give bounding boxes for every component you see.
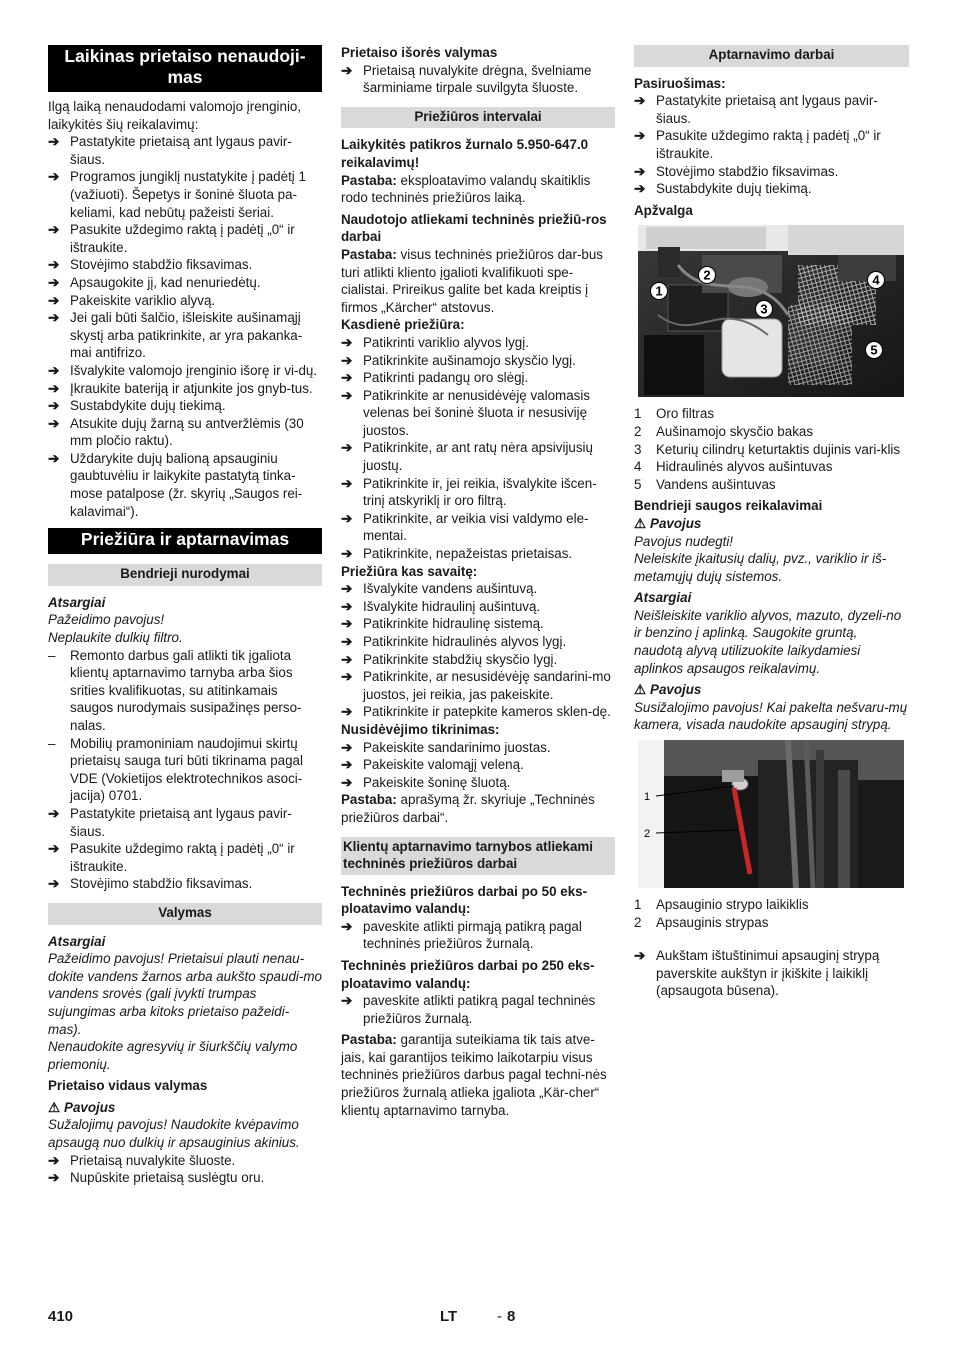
caution-text: Pažeidimo pavojus! Prietaisui plauti nenau-dokite vandens žarnos arba aukšto spaudi-mo vandens srovės (gali įvykti trumpas sujungimas arba kitoks prietaiso pažeidi-mas). [48,951,322,1037]
heading-service: Klientų aptarnavimo tarnybos atliekami techninės priežiūros darbai [341,837,615,875]
list-item-text: Patikrinkite, nepažeistas prietaisas. [363,546,573,562]
list-item [48,274,322,292]
arrow-icon: ➔ [341,704,353,720]
list-item-text: Pastatykite prietaisą ant lygaus pavir-šiaus. [70,134,292,167]
arrow-icon: ➔ [634,181,646,197]
list-item-text: Patikrinkite, ar veikia visi valdymo ele-mentai. [363,510,589,544]
heading-service-work: Aptarnavimo darbai [634,45,909,67]
subheading-50h: Techninės priežiūros darbai po 50 eks-ploatavimo valandų: [341,883,588,917]
list-item-text: Prietaisą nuvalykite šluoste. [70,1152,236,1168]
list-item-text: Patikrinkite stabdžių skysčio lygį. [363,651,558,667]
callout-label: 4 [872,272,880,288]
rod-steps [634,947,909,1000]
general-steps [48,805,322,893]
list-item [341,739,615,757]
subheading-daily: Kasdienė priežiūra: [341,317,465,333]
list-item-text: Pakeiskite valomąjį veleną. [363,757,524,773]
list-item [634,92,909,127]
list-item [634,163,909,181]
arrow-icon: ➔ [48,841,60,857]
list-item [341,475,615,510]
storage-steps [48,133,322,520]
list-item-text: Prietaisą nuvalykite drėgna, švelniame šarminiame tirpale suvilgyta šluoste. [363,62,592,96]
list-item-text: Apsaugokite jį, kad nenuriedėtų. [70,274,261,290]
subheading-safety: Bendrieji saugos reikalavimai [634,498,823,514]
arrow-icon: ➔ [48,222,60,238]
weekly-steps [341,580,615,721]
legend-number: 2 [634,914,642,930]
list-item [341,633,615,651]
list-item-text: paveskite atlikti patikrą pagal techninės priežiūros žurnalą. [363,993,596,1026]
arrow-icon: ➔ [341,739,353,755]
arrow-icon: ➔ [48,134,60,150]
caution-label: Atsargiai [634,590,692,606]
prep-steps [634,92,909,198]
arrow-icon: ➔ [341,546,353,562]
callout-label: 5 [870,342,878,358]
arrow-icon: ➔ [341,440,353,456]
rod-legend [634,896,909,931]
note: Pastaba: eksploatavimo valandų skaitiklis rodo techninės priežiūros laiką. [341,172,591,206]
arrow-icon: ➔ [48,362,60,378]
arrow-icon: ➔ [48,380,60,396]
arrow-icon: ➔ [48,1170,60,1186]
subheading-weekly: Priežiūra kas savaitę: [341,563,478,579]
arrow-icon: ➔ [48,1152,60,1168]
note: Pastaba: visus techninės priežiūros dar-bus turi atlikti kliento įgalioti kvalifikuoti spe-cialistai. Prireikus galite bet kada kreiptis į firmos „Kärcher“ atstovus. [341,246,603,315]
legend-item [634,458,909,476]
danger-text: Sužalojimų pavojus! Naudokite kvėpavimo apsaugą nuo dulkių ir apsauginius akinius. [48,1117,300,1151]
list-item-text: Patikrinkite ir, jei reikia, išvalykite išcen-trinį atskyriklį ir oro filtrą. [363,475,597,509]
legend-text: Aušinamojo skysčio bakas [656,423,814,439]
arrow-icon: ➔ [634,93,646,109]
list-item-text: Pakeiskite šoninę šluotą. [363,774,511,790]
list-item [341,369,615,387]
legend-item [634,405,909,423]
danger-text: Pavojus nudegti! [634,533,734,549]
list-item [341,703,615,721]
danger-label: ⚠ Pavojus [634,682,702,698]
list-item-text: Pastatykite prietaisą ant lygaus pavir-šiaus. [656,93,878,126]
arrow-icon: ➔ [48,415,60,431]
wear-steps [341,739,615,792]
list-item-text: Pasukite uždegimo raktą į padėtį „0“ ir ištraukite. [70,841,295,874]
list-item [48,1152,322,1170]
language-code: LT [440,1308,458,1325]
legend-text: Hidraulinės alyvos aušintuvas [656,459,833,475]
arrow-icon: ➔ [341,334,353,350]
list-item-text: Pasukite uždegimo raktą į padėtį „0“ ir ištraukite. [656,128,881,161]
inside-steps [48,1152,322,1187]
steps-50h [341,918,615,953]
arrow-icon: ➔ [341,62,353,78]
arrow-icon: ➔ [341,352,353,368]
list-item [48,450,322,520]
list-item-text: Stovėjimo stabdžio fiksavimas. [70,876,253,892]
list-item [48,133,322,168]
legend-text: Apsauginis strypas [656,914,769,930]
list-item [341,545,615,563]
list-item [48,840,322,875]
caution-label: Atsargiai [48,594,106,610]
list-item-text: Patikrinkite aušinamojo skysčio lygį. [363,352,576,368]
list-item [341,668,615,703]
arrow-icon: ➔ [48,398,60,414]
caution-text: Neišleiskite variklio alyvos, mazuto, dyzeli-no ir benzino į aplinką. Saugokite gruntą, naudotą alyvą utilizuokite laikydamiesi aplinkos apsaugos reikalavimų. [634,607,902,676]
arrow-icon: ➔ [341,370,353,386]
engine-photo [638,225,904,397]
list-item-text: Išvalykite vandens aušintuvą. [363,581,538,597]
list-item [341,387,615,440]
arrow-icon: ➔ [48,257,60,273]
danger-text: Susižalojimo pavojus! Kai pakelta nešvaru-mų kamera, visada naudokite apsauginį strypą. [634,699,908,733]
callout-label: 1 [655,283,663,299]
list-item-text: Patikrinkite hidraulinę sistemą. [363,616,544,632]
subheading-wear: Nusidėvėjimo tikrinimas: [341,721,500,737]
legend-number: 1 [634,897,642,913]
legend-item [634,423,909,441]
heading-intervals: Priežiūros intervalai [341,107,615,129]
list-item [48,1169,322,1187]
page-number: 410 [48,1308,74,1325]
list-item [48,309,322,362]
heading-general: Bendrieji nurodymai [48,564,322,586]
dash-marker: – [48,735,56,751]
legend-text: Apsauginio strypo laikiklis [656,897,809,913]
arrow-icon: ➔ [341,598,353,614]
callout-label: 2 [644,828,651,841]
list-item-text: Patikrinkite ar nenusidėvėję valomasis velenas bei šoninė šluota ir nesusiviję juostos. [363,387,591,438]
list-item [341,62,615,97]
list-item [48,292,322,310]
danger-label: ⚠ Pavojus [634,515,702,531]
arrow-icon: ➔ [634,128,646,144]
list-item-text: Remonto darbus gali atlikti tik įgaliota klientų aptarnavimo tarnyba arba šios srities kvalifikuotas, su atitinkamais saugos nurodymais susipažinęs perso-nalas. [70,647,302,733]
subheading-overview: Apžvalga [634,202,693,218]
general-dash-list [48,647,322,805]
engine-photo-illustration [638,225,904,397]
safety-rod-illustration [638,740,904,888]
subpage-number: 8 [507,1308,516,1325]
note: Pastaba: garantija suteikiama tik tais atve-jais, kai garantijos teikimo laikotarpiu visus techninės priežiūros darbus pagal techni-nės priežiūros žurnalą atlieka įgaliota „Kär-cher“ klientų aptarnavimo tarnyba. [341,1032,607,1118]
arrow-icon: ➔ [341,510,353,526]
list-item [48,735,322,805]
subheading-inside-cleaning: Prietaiso vidaus valymas [48,1078,208,1094]
arrow-icon: ➔ [48,450,60,466]
list-item [48,805,322,840]
heading-maintenance: Priežiūra ir aptarnavimas [48,528,322,554]
arrow-icon: ➔ [341,634,353,649]
arrow-icon: ➔ [634,948,646,964]
legend-number: 4 [634,459,642,475]
list-item [341,510,615,545]
list-item-text: Uždarykite dujų balioną apsauginiu gaubtuvėliu ir laikykite pastatytą tinka-mose patalpose (žr. skyrių „Saugos rei-kalavimai“). [70,450,303,519]
legend-text: Keturių cilindrų keturtaktis dujinis vari-klis [656,441,901,457]
list-item-text: Išvalykite hidraulinį aušintuvą. [363,598,541,614]
arrow-icon: ➔ [341,475,353,491]
danger-text: Neleiskite įkaitusių dalių, pvz., variklio ir iš-metamųjų dujų sistemos. [634,551,887,584]
list-item-text: Pastatykite prietaisą ant lygaus pavir-šiaus. [70,805,292,839]
list-item-text: Pakeiskite variklio alyvą. [70,292,216,308]
arrow-icon: ➔ [341,651,353,667]
overview-legend [634,405,909,493]
outside-steps [341,62,615,97]
list-item-text: Patikrinti variklio alyvos lygį. [363,334,529,350]
legend-item [634,441,909,459]
list-item [48,397,322,415]
storage-intro: Ilgą laiką nenaudodami valomojo įrenginio, laikykitės šių reikalavimų: [48,99,302,132]
column-1 [48,45,322,1187]
danger-label: ⚠ Pavojus [48,1099,116,1115]
arrow-icon: ➔ [634,163,646,179]
list-item-text: Įkraukite bateriją ir atjunkite jos gnyb-tus. [70,380,313,396]
column-3 [634,45,909,1000]
safety-rod-photo [638,740,904,888]
list-item-text: Atsukite dujų žarną su antveržlėmis (30 mm pločio raktu). [70,415,304,449]
list-item-text: Stovėjimo stabdžio fiksavimas. [656,163,839,179]
heading-storage: Laikinas prietaiso nenaudoji-mas [48,45,322,92]
list-item-text: Patikrinkite, ar ant ratų nėra apsivijusių juostų. [363,440,593,474]
list-item [48,875,322,893]
page-separator: - [497,1308,502,1325]
legend-number: 1 [634,406,642,422]
subheading-outside-cleaning: Prietaiso išorės valymas [341,45,498,60]
list-item-text: Patikrinkite hidraulinės alyvos lygį. [363,634,567,649]
legend-item [634,896,909,914]
steps-250h [341,992,615,1027]
legend-number: 5 [634,476,642,492]
list-item-text: Pakeiskite sandarinimo juostas. [363,739,551,755]
note: Pastaba: aprašymą žr. skyriuje „Techninės priežiūros darbai“. [341,792,595,825]
callout-label: 1 [644,791,651,804]
list-item [341,651,615,669]
list-item-text: Nupūskite prietaisą suslėgtu oru. [70,1170,265,1186]
list-item-text: Patikrinkite ir patepkite kameros sklen-dę. [363,704,611,720]
list-item [48,415,322,450]
caution-text: Nenaudokite agresyvių ir šiurkščių valymo priemonių. [48,1039,298,1072]
list-item [341,598,615,616]
legend-number: 2 [634,423,642,439]
list-item-text: Patikrinti padangų oro slėgį. [363,370,529,386]
arrow-icon: ➔ [341,669,353,685]
heading-cleaning: Valymas [48,903,322,925]
subheading-250h: Techninės priežiūros darbai po 250 eks-ploatavimo valandų: [341,957,595,991]
list-item [341,615,615,633]
arrow-icon: ➔ [341,581,353,597]
column-2 [341,44,615,1119]
log-title: Laikykitės patikros žurnalo 5.950-647.0 reikalavimų! [341,137,589,170]
arrow-icon: ➔ [48,292,60,308]
list-item-text: Aukštam ištuštinimui apsauginį strypą paverskite aukštyn ir įkiškite į laikiklį (apsaugota būsena). [656,948,880,999]
list-item [48,168,322,221]
list-item-text: Sustabdykite dujų tiekimą. [656,181,812,197]
list-item [48,256,322,274]
list-item [341,756,615,774]
arrow-icon: ➔ [48,169,60,185]
list-item-text: Jei gali būti šalčio, išleiskite aušinamąjį skystį arba patikrinkite, ar yra pakanka-mai antifrizo. [70,310,303,361]
callout-label: 3 [760,301,768,317]
list-item-text: Stovėjimo stabdžio fiksavimas. [70,257,253,273]
list-item-text: Pasukite uždegimo raktą į padėtį „0“ ir ištraukite. [70,222,295,255]
list-item [341,774,615,792]
arrow-icon: ➔ [341,616,353,632]
warning-icon: ⚠ [48,1099,61,1115]
arrow-icon: ➔ [48,876,60,892]
list-item [48,380,322,398]
arrow-icon: ➔ [48,310,60,326]
list-item [48,647,322,735]
list-item [341,580,615,598]
list-item [341,334,615,352]
dash-marker: – [48,647,56,663]
list-item [634,180,909,198]
list-item [341,918,615,953]
list-item-text: Išvalykite valomojo įrenginio išorę ir vi-dų. [70,362,318,378]
caution-text: Pažeidimo pavojus! [48,612,165,628]
arrow-icon: ➔ [341,387,353,403]
caution-label: Atsargiai [48,933,106,949]
legend-item [634,476,909,494]
legend-text: Oro filtras [656,406,715,422]
callout-label: 2 [703,267,711,283]
legend-text: Vandens aušintuvas [656,476,776,492]
arrow-icon: ➔ [341,918,353,934]
arrow-icon: ➔ [341,993,353,1009]
list-item-text: Programos jungiklį nustatykite į padėtį 1 (važiuoti). Šepetys ir šoninė šluota pa-keliami, kad nebūtų pažeisti šeriai. [70,169,306,220]
legend-item [634,914,909,932]
subheading-user-maintenance: Naudotojo atliekami techninės priežiū-ros darbai [341,211,607,245]
list-item [48,362,322,380]
arrow-icon: ➔ [341,774,353,790]
arrow-icon: ➔ [48,805,60,821]
caution-text: Neplaukite dulkių filtro. [48,630,183,646]
list-item-text: Sustabdykite dujų tiekimą. [70,398,226,414]
daily-steps [341,334,615,563]
list-item [634,947,909,1000]
legend-number: 3 [634,441,642,457]
list-item [634,127,909,162]
list-item [341,992,615,1027]
warning-icon: ⚠ [634,682,647,698]
list-item [341,352,615,370]
list-item-text: Patikrinkite, ar nesusidėvėję sandarini-mo juostos, jei reikia, jas pakeiskite. [363,669,611,702]
subheading-preparation: Pasiruošimas: [634,75,726,91]
arrow-icon: ➔ [341,757,353,773]
list-item-text: Mobilių pramoniniam naudojimui skirtų prietaisų sauga turi būti tikrinama pagal VDE (Vokietijos elektrotechnikos asoci-jacija) 0701. [70,735,303,804]
arrow-icon: ➔ [48,274,60,290]
list-item-text: paveskite atlikti pirmąją patikrą pagal techninės priežiūros žurnalą. [363,918,582,952]
list-item [341,439,615,474]
list-item [48,221,322,256]
warning-icon: ⚠ [634,515,647,531]
